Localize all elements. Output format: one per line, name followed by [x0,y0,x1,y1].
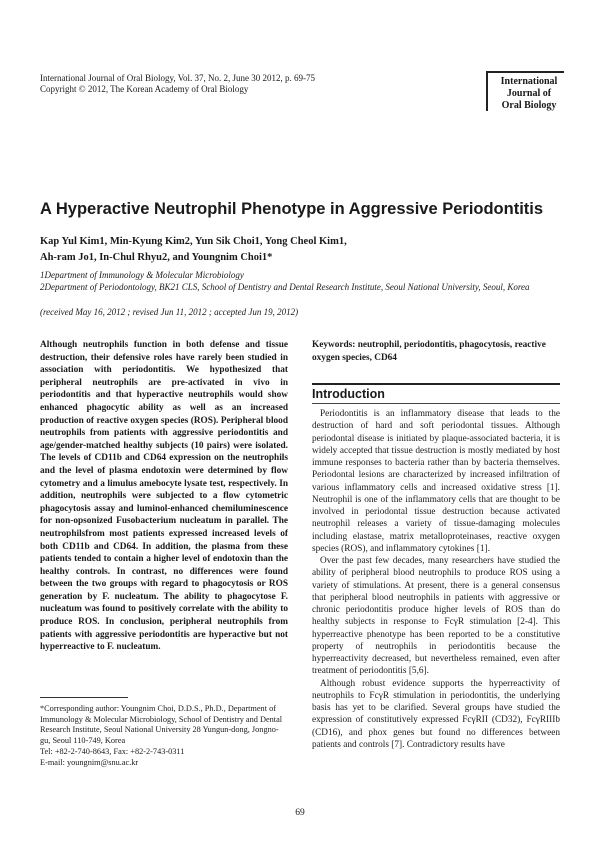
affiliations [40,269,570,293]
footnote-email: E-mail: youngnim@snu.ac.kr [40,757,139,767]
journal-citation [40,73,440,95]
journal-box-line: Oral Biology [501,100,557,111]
affiliation: 2Department of Periodontology, BK21 CLS, School of Dentistry and Dental Research Institute, Seoul National University, Seoul, Korea [40,282,530,292]
introduction-body [312,408,560,751]
journal-box-line: International [500,76,558,87]
footnote-phone: Tel: +82-2-740-8643, Fax: +82-2-743-0311 [40,746,185,756]
article-title: A Hyperactive Neutrophil Phenotype in Aggressive Periodontitis [40,200,544,218]
authors-line: Kap Yul Kim1, Min-Kyung Kim2, Yun Sik Choi1, Yong Cheol Kim1, [40,236,347,247]
affiliation: 1Department of Immunology & Molecular Microbiology [40,270,244,280]
paragraph: Although robust evidence supports the hyperreactivity of neutrophils to FcγR stimulation in periodontitis, the underlying basis has yet to be clarified. Several groups have studied the expression of constitutively expressed FcγRII (CD32), FcγRIIIb (CD16), and phox genes but found no differences between patients and controls [7]. Contradictory results have [312,678,560,750]
section-heading: Introduction [312,387,385,401]
section-rule [312,403,560,404]
paragraph: Periodontitis is an inflammatory disease that leads to the destruction of hard and soft periodontal tissues. Although periodontal disease is initiated by plaque-associated bacteria, it is widely accepted that tissue destruction is mostly mediated by host immune responses to bacteria rather than by bacteria themselves. Periodontal lesions are characterized by increased infiltration of various inflammatory cells and increased oxidative stress [1]. Neutrophil is one of the inflammatory cells that are thought to be involved in periodontal tissue destruction because activated neutrophil releases a variety of tissue-damaging molecules including elastase, matrix metalloproteinases, reactive oxygen species (ROS), and inflammatory cytokines [1]. [312,409,560,554]
abstract: Although neutrophils function in both defense and tissue destruction, their defensive roles have rarely been studied in association with periodontitis. We hypothesized that peripheral neutrophils are pre-activated in vivo in periodontitis and that hyperactive neutrophils would show enhanced phagocytic ability as well as an increased production of reactive oxygen species (ROS). Peripheral blood neutrophils from patients with aggressive periodontitis and age/gender-matched healthy subjects (10 pairs) were isolated. The levels of CD11b and CD64 expression on the neutrophils and the level of plasma endotoxin were determined by flow cytometry and a limulus amebocyte lysate test, respectively. In addition, neutrophils were subjected to a flow cytometric phagocytosis assay and luminol-enhanced chemiluminescence for non-opsonized Fusobacterium nucleatum in parallel. The neutrophilsfrom most patients expressed increased levels of both CD11b and CD64. In addition, the plasma from these patients tended to contain a higher level of endotoxin than the healthy controls. In contrast, no differences were found between the two groups with regard to phagocytosis or ROS generation by F. nucleatum. The ability to phagocytose F. nucleatum was found to positively correlate with the ability to produce ROS. In conclusion, peripheral neutrophils from patients with aggressive periodontitis are hyperactive but not hyperreactive to F. nucleatum. [40,340,288,653]
journal-box-line: Journal of [506,88,552,99]
journal-citation-line: International Journal of Oral Biology, Vol. 37, No. 2, June 30 2012, p. 69-75 [40,73,316,83]
footnote-text: *Corresponding author: Youngnim Choi, D.D.S., Ph.D., Department of Immunology & Molecular Microbiology, School of Dentistry and Dental Research Institute, Seoul National University 28 Yungun-dong, Jongno-gu, Seoul 110-749, Korea [40,704,283,746]
journal-name-box [486,71,564,111]
author-list [40,234,560,266]
copyright-line: Copyright © 2012, The Korean Academy of Oral Biology [40,84,249,94]
corresponding-author-footnote [40,704,288,768]
authors-line: Ah-ram Jo1, In-Chul Rhyu2, and Youngnim Choi1* [40,252,273,263]
page-number: 69 [295,808,305,818]
keywords: Keywords: neutrophil, periodontitis, phagocytosis, reactive oxygen species, CD64 [312,340,546,363]
paragraph: Over the past few decades, many researchers have studied the ability of peripheral blood neutrophils to produce ROS using a variety of stimulations. At present, there is a general consensus that peripheral blood neutrophils in patients with aggressive or chronic periodontitis produce higher levels of ROS than do healthy subjects in response to FcγR stimulation [2-4]. This hyperreactive phenotype has been reported to be a constitutive property of neutrophils in periodontitis because the hyperreactivity decreased, but nevertheless remained, even after treatment of periodontitis [5,6]. [312,556,560,677]
received-dates: (received May 16, 2012 ; revised Jun 11, 2012 ; accepted Jun 19, 2012) [40,307,299,317]
section-rule [312,383,560,385]
footnote-rule [40,697,128,698]
